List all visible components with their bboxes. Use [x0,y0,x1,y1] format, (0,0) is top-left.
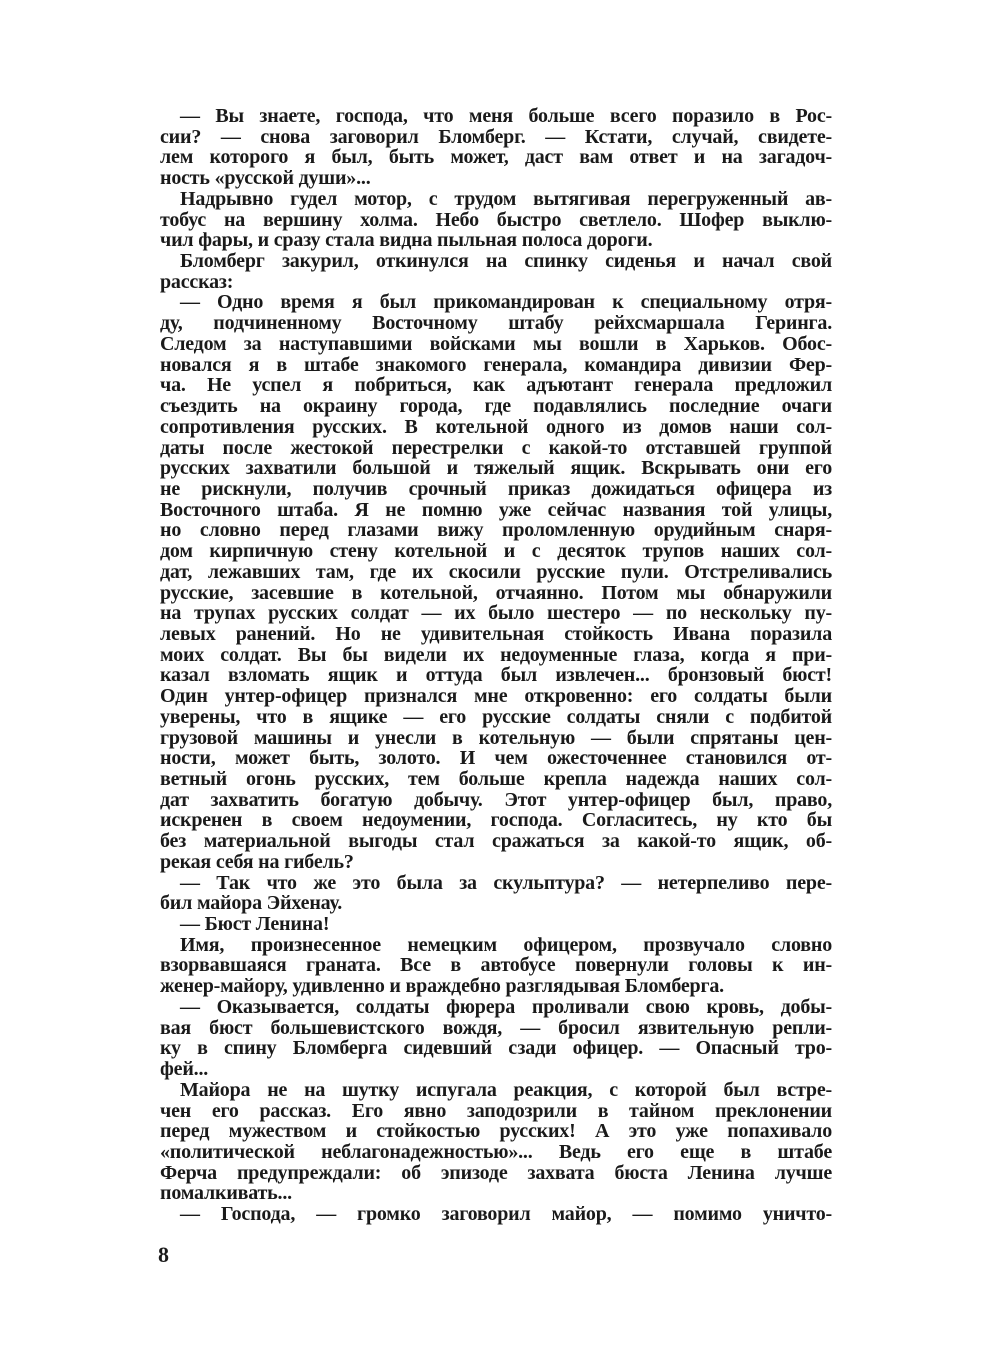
text-line: — Бюст Ленина! [180,913,330,936]
text-line: казал взломать ящик и оттуда был извлечен... бронзовый бюст! [160,664,832,687]
text-line: но словно перед глазами вижу проломленную орудийным снаря- [160,519,832,542]
text-line: моих солдат. Вы бы видели их недоуменные глаза, когда я при- [160,643,832,666]
text-line: русские, засевшие в котельной, отчаянно. Потом мы обнаружили [160,581,832,604]
page-body-text [160,106,832,1225]
text-line: перед мужеством и стойкостью русских! А это уже попахивало [160,1120,832,1143]
text-line: женер-майору, удивленно и враждебно разглядывая Бломберга. [160,975,724,998]
paragraph [160,292,832,872]
text-line: чен его рассказ. Его явно заподозрили в тайном преклонении [160,1099,832,1122]
text-line: тобус на вершину холма. Небо быстро светлело. Шофер выклю- [160,208,832,231]
text-line: — Господа, — громко заговорил майор, — помимо уничто- [180,1203,832,1226]
text-line: вая бюст большевистского вождя, — бросил язвительную репли- [160,1016,832,1039]
text-line: на трупах русских солдат — их было шестеро — по нескольку пу- [160,602,832,625]
text-line: Восточного штаба. Я не помню уже сейчас названия той улицы, [160,498,832,521]
paragraph [160,251,832,292]
text-line: сопротивления русских. В котельной одного из домов наши сол- [160,415,832,438]
text-line: дом кирпичную стену котельной и с десяток трупов наших сол- [160,540,832,563]
text-line: съездить на окраину города, где подавлялись последние очаги [160,395,832,418]
paragraph [160,106,832,189]
text-line: «политической неблагонадежностью»... Ведь его еще в штабе [160,1140,832,1163]
paragraph [160,189,832,251]
text-line: Имя, произнесенное немецким офицером, прозвучало словно [180,933,832,956]
text-line: ность «русской души»... [160,167,371,190]
text-line: ду, подчиненному Восточному штабу рейхсмаршала Геринга. [160,312,832,335]
paragraph [160,1080,832,1204]
text-line: ку в спину Бломберга сидевший сзади офицер. — Опасный тро- [160,1037,832,1060]
text-line: лем которого я был, быть может, даст вам ответ и на загадоч- [160,146,832,169]
paragraph [160,873,832,914]
text-line: даты после жестокой перестрелки с какой-то отставшей группой [160,436,832,459]
paragraph [160,935,832,997]
paragraph [160,1204,832,1225]
text-line: чил фары, и сразу стала видна пыльная полоса дороги. [160,229,653,252]
text-line: Ферча предупреждали: об эпизоде захвата бюста Ленина лучше [160,1161,832,1184]
text-line: новался я в штабе знакомого генерала, командира дивизии Фер- [160,353,832,376]
text-line: дат захватить богатую добычу. Этот унтер-офицер был, право, [160,788,832,811]
text-line: искренен в своем недоумении, господа. Согласитесь, ну кто бы [160,809,832,832]
text-line: левых ранений. Но не удивительная стойкость Ивана поразила [160,622,832,645]
text-line: рассказ: [160,270,234,293]
text-line: помалкивать... [160,1182,292,1205]
text-line: без материальной выгоды стал сражаться за какой-то ящик, об- [160,830,832,853]
text-line: дат, лежавших там, где их скосили русские пули. Отстреливались [160,560,832,583]
text-line: — Оказывается, солдаты фюрера проливали свою кровь, добы- [180,995,832,1018]
text-line: ности, может быть, золото. И чем ожесточеннее становился от- [160,747,832,770]
text-line: Надрывно гудел мотор, с трудом вытягивая перегруженный ав- [180,187,832,210]
text-line: — Так что же это была за скульптура? — нетерпеливо пере- [180,871,832,894]
text-line: — Вы знаете, господа, что меня больше всего поразило в Рос- [180,105,832,127]
text-line: ча. Не успел я побриться, как адъютант генерала предложил [160,374,832,397]
text-line: фей... [160,1058,209,1081]
paragraph [160,914,832,935]
text-line: уверены, что в ящике — его русские солдаты сняли с подбитой [160,705,832,728]
text-line: рекая себя на гибель? [160,850,354,873]
text-line: — Одно время я был прикомандирован к специальному отря- [180,291,832,314]
text-line: Майора не на шутку испугала реакция, с которой был встре- [180,1078,832,1101]
text-line: взорвавшаяся граната. Все в автобусе повернули головы к ин- [160,954,832,977]
paragraph [160,997,832,1080]
text-line: бил майора Эйхенау. [160,892,343,915]
text-line: ветный огонь русских, тем больше крепла надежда наших сол- [160,768,832,790]
page-number: 8 [158,1242,169,1267]
text-line: Один унтер-офицер признался мне откровенно: его солдаты были [160,685,832,708]
text-line: грузовой машины и унесли в котельную — были спрятаны цен- [160,726,832,749]
text-line: русских захватили большой и тяжелый ящик. Вскрывать они его [160,457,832,480]
text-line: не рискнули, получив срочный приказ дожидаться офицера из [160,477,832,500]
text-line: Следом за наступавшими войсками мы вошли в Харьков. Обос- [160,332,832,355]
text-line: сии? — снова заговорил Бломберг. — Кстати, случай, свидете- [160,125,832,148]
text-line: Бломберг закурил, откинулся на спинку сиденья и начал свой [180,250,832,273]
